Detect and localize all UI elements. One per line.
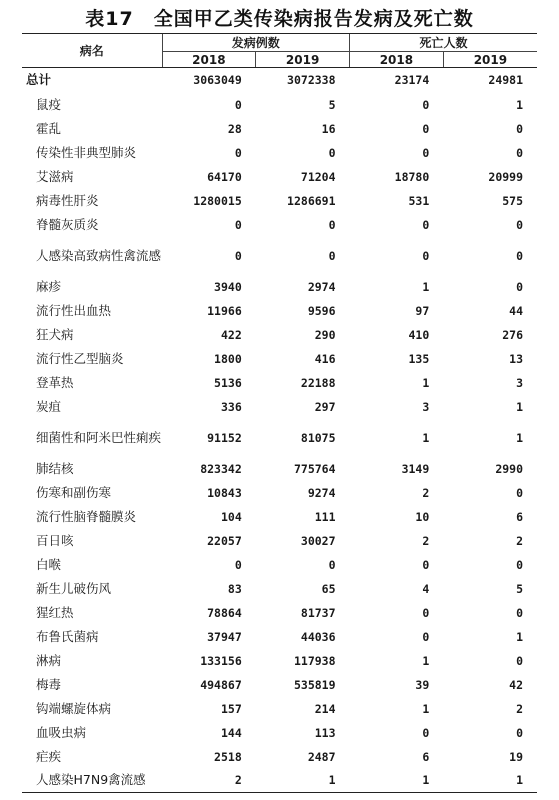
- header-deaths-2019: 2019: [443, 52, 537, 68]
- disease-name-cell: 肺结核: [36, 460, 74, 476]
- disease-name-cell: 鼠疫: [36, 96, 62, 112]
- deaths-2018-cell: 0: [422, 629, 430, 644]
- cases-2019-cell: 30027: [300, 533, 336, 548]
- table-row: [22, 553, 537, 577]
- deaths-2019-cell: 19: [509, 749, 524, 764]
- cases-2018-cell: 144: [220, 725, 242, 740]
- deaths-2018-cell: 1: [422, 430, 430, 445]
- cases-2018-cell: 494867: [200, 677, 242, 692]
- deaths-2018-cell: 10: [415, 509, 430, 524]
- cases-2018-cell: 37947: [207, 629, 242, 644]
- deaths-2018-cell: 0: [422, 121, 430, 136]
- deaths-2019-cell: 1: [516, 629, 524, 644]
- cases-2019-cell: 0: [328, 145, 336, 160]
- disease-name-cell: 脊髓灰质炎: [36, 216, 99, 232]
- cases-2018-cell: 823342: [200, 461, 242, 476]
- table-row: [22, 625, 537, 649]
- deaths-2019-cell: 0: [516, 557, 524, 572]
- cases-2018-cell: 0: [234, 217, 242, 232]
- cases-2018-cell: 5136: [214, 375, 242, 390]
- cases-2018-cell: 157: [220, 701, 242, 716]
- deaths-2019-cell: 20999: [488, 169, 524, 184]
- deaths-2018-cell: 97: [415, 303, 430, 318]
- disease-name-cell: 狂犬病: [36, 326, 74, 342]
- cases-2019-cell: 65: [321, 581, 336, 596]
- deaths-2018-cell: 1: [422, 375, 430, 390]
- cases-2018-cell: 0: [234, 248, 242, 263]
- table-header: [22, 34, 537, 68]
- table-row: [22, 673, 537, 697]
- deaths-2018-cell: 39: [415, 677, 430, 692]
- table-title: 表17 全国甲乙类传染病报告发病及死亡数: [85, 8, 474, 30]
- deaths-2019-cell: 2: [516, 701, 524, 716]
- cases-2018-cell: 83: [227, 581, 242, 596]
- disease-name-cell: 淋病: [36, 652, 62, 668]
- header-disease: 病名: [22, 34, 162, 68]
- cases-2019-cell: 3072338: [287, 73, 336, 88]
- deaths-2018-cell: 410: [408, 327, 430, 342]
- disease-name-cell: 猩红热: [36, 604, 74, 620]
- deaths-2018-cell: 2: [422, 485, 430, 500]
- table-row: [22, 721, 537, 745]
- disease-name-cell: 人感染H7N9禽流感: [22, 769, 162, 793]
- deaths-2018-cell: 0: [422, 97, 430, 112]
- disease-name-cell: 病毒性肝炎: [36, 192, 99, 208]
- cases-2018-cell: 3940: [214, 279, 242, 294]
- deaths-2019-cell: 44: [509, 303, 524, 318]
- deaths-2019-cell: 1: [516, 97, 524, 112]
- deaths-2018-cell: 0: [422, 145, 430, 160]
- cases-2019-cell: 9596: [307, 303, 336, 318]
- table-row-total: [22, 68, 537, 93]
- deaths-2019-cell: 24981: [488, 73, 524, 88]
- disease-name-cell: 艾滋病: [36, 168, 74, 184]
- cases-2018-cell: 64170: [207, 169, 242, 184]
- cases-2019-cell: 297: [314, 399, 336, 414]
- cases-2018-cell: 11966: [207, 303, 242, 318]
- deaths-2018-cell: 531: [408, 193, 430, 208]
- header-deaths-2018: 2018: [350, 52, 444, 68]
- deaths-2018-cell: 3149: [401, 461, 430, 476]
- table-row: [22, 395, 537, 419]
- cases-2019-cell: 290: [314, 327, 336, 342]
- table-row: [22, 745, 537, 769]
- deaths-2018-cell: 0: [422, 217, 430, 232]
- disease-name-cell: 血吸虫病: [36, 724, 87, 740]
- cases-2019-cell: 113: [314, 725, 336, 740]
- disease-name-cell: 霍乱: [36, 120, 62, 136]
- cases-2018-cell: 78864: [207, 605, 242, 620]
- deaths-2018-cell: 1: [422, 653, 430, 668]
- cases-2019-cell: 9274: [307, 485, 336, 500]
- cases-2018-cell: 0: [234, 97, 242, 112]
- disease-name-cell: 登革热: [36, 374, 74, 390]
- deaths-2019-cell: 0: [516, 121, 524, 136]
- header-cases-2018: 2018: [162, 52, 256, 68]
- table-row: [22, 323, 537, 347]
- deaths-2019-cell: 0: [516, 485, 524, 500]
- cases-2019-cell: 2487: [307, 749, 336, 764]
- deaths-2019-cell: 0: [516, 248, 524, 263]
- cases-2019-cell: 214: [314, 701, 336, 716]
- cases-2019-cell: 1: [256, 769, 350, 793]
- cases-2019-cell: 0: [328, 557, 336, 572]
- cases-2019-cell: 81075: [300, 430, 336, 445]
- cases-2018-cell: 133156: [200, 653, 242, 668]
- cases-2019-cell: 5: [328, 97, 336, 112]
- table-row: [22, 165, 537, 189]
- table-row: [22, 697, 537, 721]
- table-row: [22, 347, 537, 371]
- cases-2019-cell: 16: [321, 121, 336, 136]
- table-row: [22, 649, 537, 673]
- cases-2018-cell: 28: [227, 121, 242, 136]
- table-row: [22, 577, 537, 601]
- cases-2018-cell: 3063049: [193, 73, 242, 88]
- deaths-2018-cell: 6: [422, 749, 430, 764]
- table-row: [22, 601, 537, 625]
- header-cases-2019: 2019: [256, 52, 350, 68]
- cases-2019-cell: 775764: [293, 461, 336, 476]
- deaths-2018-cell: 0: [422, 605, 430, 620]
- table-row: [22, 481, 537, 505]
- cases-2018-cell: 336: [220, 399, 242, 414]
- disease-name-cell: 伤寒和副伤寒: [36, 484, 112, 500]
- cases-2018-cell: 2: [162, 769, 256, 793]
- deaths-2018-cell: 0: [422, 725, 430, 740]
- cases-2019-cell: 81737: [300, 605, 336, 620]
- cases-2018-cell: 91152: [207, 430, 242, 445]
- cases-2018-cell: 0: [234, 145, 242, 160]
- deaths-2018-cell: 0: [422, 248, 430, 263]
- deaths-2019-cell: 1: [516, 430, 524, 445]
- table-row: [22, 213, 537, 237]
- cases-2019-cell: 1286691: [287, 193, 336, 208]
- table-row: [22, 505, 537, 529]
- deaths-2019-cell: 42: [509, 677, 524, 692]
- deaths-2018-cell: 3: [422, 399, 430, 414]
- cases-2019-cell: 416: [314, 351, 336, 366]
- deaths-2018-cell: 1: [422, 279, 430, 294]
- deaths-2019-cell: 276: [502, 327, 524, 342]
- deaths-2019-cell: 13: [509, 351, 524, 366]
- disease-name-cell: 钩端螺旋体病: [36, 700, 112, 716]
- disease-name-cell: 疟疾: [36, 748, 62, 764]
- disease-name-cell: 炭疽: [36, 398, 62, 414]
- deaths-2018-cell: 2: [422, 533, 430, 548]
- table-row: [22, 237, 537, 275]
- disease-name-cell: 百日咳: [36, 532, 74, 548]
- table-row: [22, 769, 537, 793]
- table-body: [22, 68, 537, 793]
- deaths-2019-cell: 2990: [495, 461, 524, 476]
- disease-name-cell: 总计: [26, 72, 52, 88]
- disease-name-cell: 传染性非典型肺炎: [36, 144, 137, 160]
- cases-2019-cell: 2974: [307, 279, 336, 294]
- table-row: [22, 275, 537, 299]
- deaths-2019-cell: 0: [516, 725, 524, 740]
- deaths-2019-cell: 0: [516, 605, 524, 620]
- deaths-2018-cell: 4: [422, 581, 430, 596]
- disease-name-cell: 流行性出血热: [36, 302, 112, 318]
- cases-2018-cell: 2518: [214, 749, 242, 764]
- table-row: [22, 419, 537, 457]
- deaths-2018-cell: 1: [422, 701, 430, 716]
- disease-name-cell: 细菌性和阿米巴性痢疾: [36, 429, 162, 445]
- cases-2019-cell: 44036: [300, 629, 336, 644]
- cases-2018-cell: 422: [220, 327, 242, 342]
- table-row: [22, 141, 537, 165]
- disease-name-cell: 梅毒: [36, 676, 62, 692]
- cases-2018-cell: 1800: [214, 351, 242, 366]
- cases-2019-cell: 0: [328, 217, 336, 232]
- table-row: [22, 189, 537, 213]
- deaths-2019-cell: 1: [443, 769, 537, 793]
- deaths-2019-cell: 1: [516, 399, 524, 414]
- cases-2019-cell: 22188: [300, 375, 336, 390]
- table-row: [22, 299, 537, 323]
- deaths-2018-cell: 23174: [394, 73, 430, 88]
- deaths-2019-cell: 575: [502, 193, 524, 208]
- header-deaths: 死亡人数: [350, 34, 538, 52]
- cases-2019-cell: 71204: [300, 169, 336, 184]
- deaths-2018-cell: 0: [422, 557, 430, 572]
- table-row: [22, 93, 537, 117]
- cases-2019-cell: 535819: [293, 677, 336, 692]
- deaths-2018-cell: 1: [350, 769, 444, 793]
- disease-name-cell: 人感染高致病性禽流感: [36, 247, 162, 263]
- disease-name-cell: 白喉: [36, 556, 62, 572]
- deaths-2019-cell: 0: [516, 279, 524, 294]
- disease-table: [22, 33, 537, 793]
- table-row: [22, 371, 537, 395]
- cases-2019-cell: 117938: [293, 653, 336, 668]
- cases-2019-cell: 0: [328, 248, 336, 263]
- table-row: [22, 457, 537, 481]
- deaths-2019-cell: 0: [516, 145, 524, 160]
- deaths-2018-cell: 18780: [394, 169, 430, 184]
- header-cases: 发病例数: [162, 34, 350, 52]
- deaths-2019-cell: 5: [516, 581, 524, 596]
- cases-2018-cell: 10843: [207, 485, 242, 500]
- table-row: [22, 529, 537, 553]
- deaths-2019-cell: 6: [516, 509, 524, 524]
- disease-name-cell: 新生儿破伤风: [36, 580, 112, 596]
- deaths-2019-cell: 0: [516, 217, 524, 232]
- disease-name-cell: 流行性脑脊髓膜炎: [36, 508, 137, 524]
- disease-name-cell: 流行性乙型脑炎: [36, 350, 124, 366]
- disease-name-cell: 麻疹: [36, 278, 62, 294]
- deaths-2019-cell: 0: [516, 653, 524, 668]
- cases-2018-cell: 104: [220, 509, 242, 524]
- cases-2018-cell: 0: [234, 557, 242, 572]
- cases-2018-cell: 1280015: [193, 193, 242, 208]
- deaths-2019-cell: 2: [516, 533, 524, 548]
- table-row: [22, 117, 537, 141]
- disease-name-cell: 布鲁氏菌病: [36, 628, 99, 644]
- cases-2018-cell: 22057: [207, 533, 242, 548]
- cases-2019-cell: 111: [314, 509, 336, 524]
- deaths-2018-cell: 135: [408, 351, 430, 366]
- deaths-2019-cell: 3: [516, 375, 524, 390]
